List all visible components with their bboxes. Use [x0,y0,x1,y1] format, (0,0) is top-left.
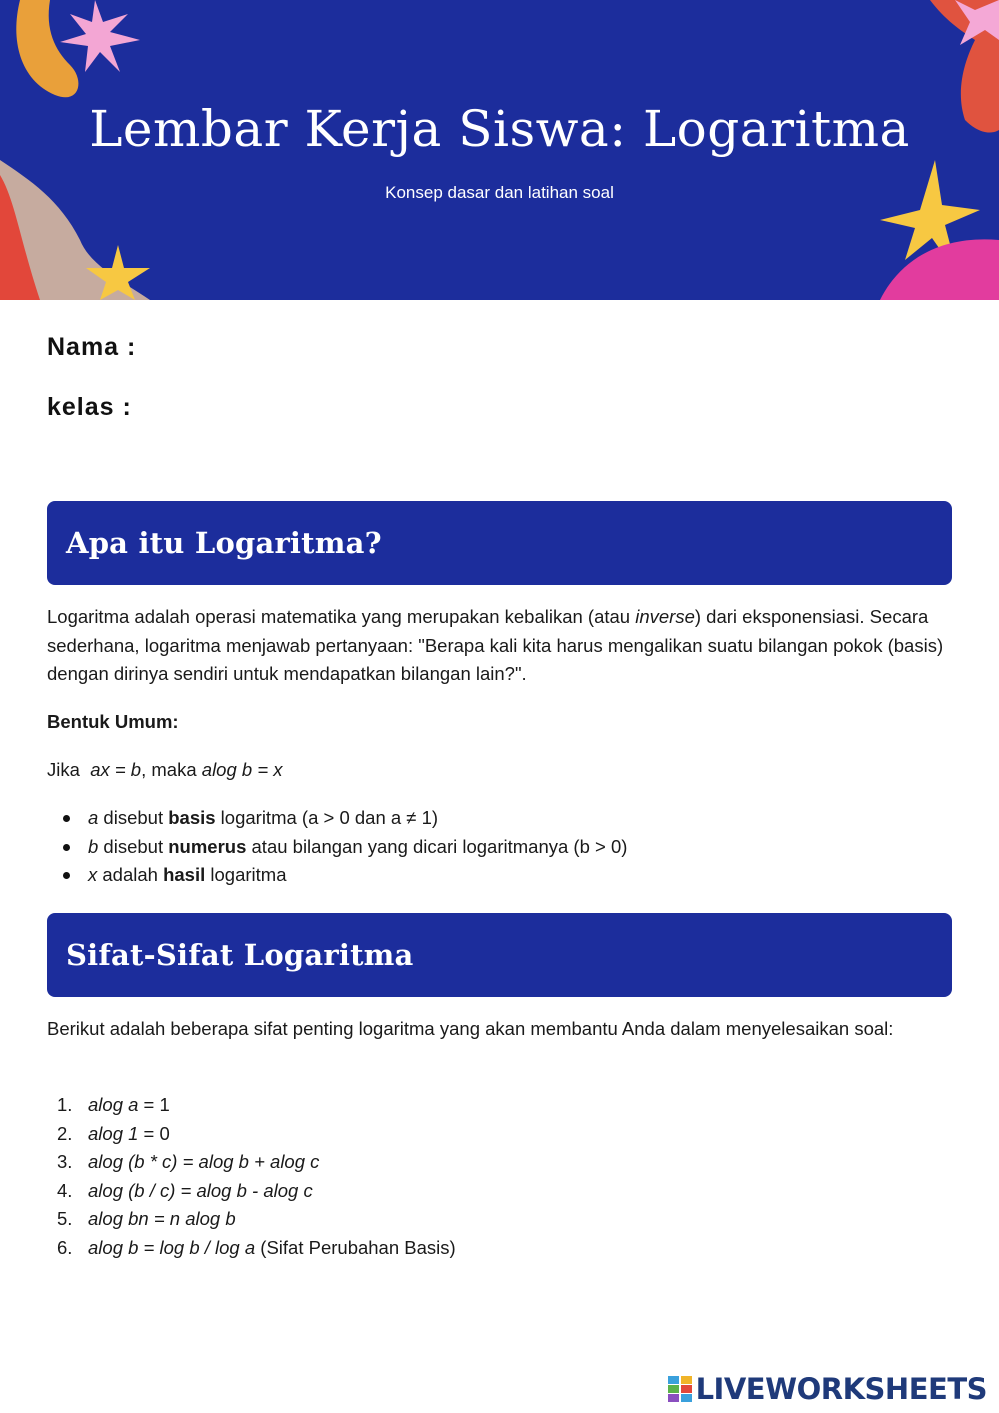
general-form-formula [47,756,952,785]
properties-list [47,1091,952,1262]
swirl-shape [16,0,78,97]
formula-if: Jika [47,759,80,780]
formula: alog (b / c) = alog b - alog c [88,1179,313,1201]
bullet-icon [63,872,70,879]
term: numerus [168,835,247,857]
text: disebut [98,807,169,828]
term: hasil [163,864,206,885]
text: atau bilangan yang dicari logaritmanya (b > 0) [246,835,628,857]
text: logaritma (a > 0 dan a ≠ 1) [215,807,439,828]
section-heading-text: Apa itu Logaritma? [66,526,382,560]
bullet-icon [63,844,70,851]
list-item [47,861,952,890]
definition-list [47,804,952,890]
item-number: 2. [57,1122,73,1144]
section-heading-properties [47,913,952,997]
liveworksheets-logo-icon [668,1376,692,1402]
class-label: kelas : [47,393,132,421]
liveworksheets-logo[interactable] [668,1372,987,1406]
header-banner [0,0,999,300]
item-number: 3. [57,1151,73,1172]
formula-exponent: ax = b [90,759,142,780]
name-label: Nama : [47,333,137,361]
properties-intro: Berikut adalah beberapa sifat penting logaritma yang akan membantu Anda dalam menyelesaikan soal: [47,1018,894,1039]
star-icon [60,0,140,72]
intro-text: Logaritma adalah operasi matematika yang merupakan kebalikan (atau [47,606,636,627]
blob-shape-magenta [880,239,999,300]
item-number: 1. [57,1094,73,1115]
section-heading-what-is-logarithm [47,501,952,585]
term: basis [168,807,216,828]
intro-text-cont: ) dari eksponensiasi. Secara sederhana, logaritma menjawab pertanyaan: "Berapa kali kita harus mengalikan suatu bilangan pokok (basis) dengan dirinya sendiri untuk mendapatkan bilangan lain?". [47,606,944,684]
page-subtitle: Konsep dasar dan latihan soal [385,183,614,202]
item-number: 4. [57,1179,73,1201]
intro-emphasis: inverse [635,606,695,627]
list-item [47,1234,952,1263]
bullet-icon [63,815,70,822]
list-item [47,1148,952,1177]
section-heading-text: Sifat-Sifat Logaritma [66,938,414,972]
intro-paragraph [47,603,952,689]
list-item [47,833,952,862]
variable: b [88,835,99,857]
item-number: 5. [57,1208,73,1229]
list-item [47,1120,952,1149]
variable: x [88,864,98,885]
note: (Sifat Perubahan Basis) [255,1236,456,1258]
item-number: 6. [57,1236,73,1258]
text: = 1 [138,1094,170,1115]
list-item [47,1177,952,1206]
text: adalah [97,864,164,885]
formula-then: , maka [141,759,197,780]
list-item [47,1205,952,1234]
list-item [47,804,952,833]
formula: alog (b * c) = alog b + alog c [88,1151,320,1172]
formula: alog a [88,1094,139,1115]
list-item [47,1091,952,1120]
formula-log: alog b = x [201,759,283,780]
text: disebut [98,835,169,857]
general-form-label: Bentuk Umum: [47,711,179,732]
variable: a [88,807,99,828]
text: logaritma [205,864,287,885]
page-title: Lembar Kerja Siswa: Logaritma [89,100,910,158]
formula: alog b = log b / log a [88,1236,256,1258]
formula: alog bn = n alog b [88,1208,236,1229]
logo-text: LIVEWORKSHEETS [695,1372,987,1406]
text: = 0 [138,1122,170,1144]
formula: alog 1 [88,1122,139,1144]
